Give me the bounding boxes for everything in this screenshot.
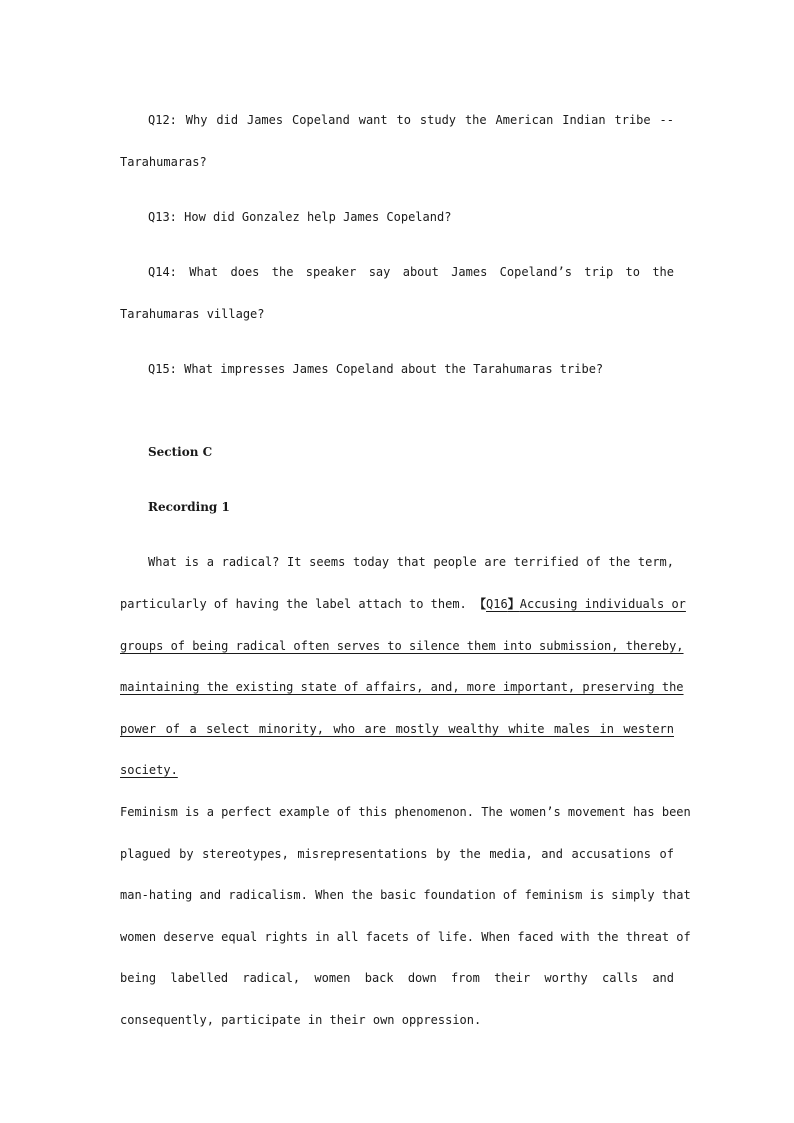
paragraph2-line5: being labelled radical, women back down from their worthy calls and <box>120 971 674 985</box>
paragraph2-line4: women deserve equal rights in all facets of life. When faced with the threat of <box>120 930 691 944</box>
paragraph1-line5: power of a select minority, who are mostly wealthy white males in western <box>120 722 674 736</box>
paragraph1-line4: maintaining the existing state of affairs, and, more important, preserving the <box>120 680 684 694</box>
question-q15: Q15: What impresses James Copeland about the Tarahumaras tribe? <box>148 362 604 376</box>
question-q14-line2: Tarahumaras village? <box>120 307 265 321</box>
question-q12-line2: Tarahumaras? <box>120 155 207 169</box>
section-heading: Section C <box>148 445 213 459</box>
question-q13: Q13: How did Gonzalez help James Copeland? <box>148 210 452 224</box>
paragraph1-line2 <box>120 596 686 612</box>
q16-marker-label: Q16 <box>486 597 508 611</box>
paragraph2-line6: consequently, participate in their own oppression. <box>120 1013 482 1027</box>
paragraph2-line3: man-hating and radicalism. When the basic foundation of feminism is simply that <box>120 888 691 902</box>
paragraph1-line6-text: society. <box>120 763 178 777</box>
paragraph1-line2-plain: particularly of having the label attach to them. <box>120 597 475 611</box>
paragraph1-line6 <box>120 762 674 778</box>
question-q14-line1: Q14: What does the speaker say about James Copeland’s trip to the <box>148 265 674 279</box>
q16-marker-open: 【 <box>474 597 487 611</box>
answer-underlined-text: Accusing individuals or <box>519 597 686 611</box>
paragraph2-line1: Feminism is a perfect example of this phenomenon. The women’s movement has been <box>120 805 691 819</box>
question-q12-line1: Q12: Why did James Copeland want to study the American Indian tribe -- <box>148 113 674 127</box>
paragraph1-line3: groups of being radical often serves to silence them into submission, thereby, <box>120 639 684 653</box>
recording-heading: Recording 1 <box>148 500 230 514</box>
paragraph1-line1: What is a radical? It seems today that people are terrified of the term, <box>148 555 674 569</box>
q16-marker-close: 】 <box>507 597 520 611</box>
paragraph2-line2: plagued by stereotypes, misrepresentations by the media, and accusations of <box>120 847 674 861</box>
